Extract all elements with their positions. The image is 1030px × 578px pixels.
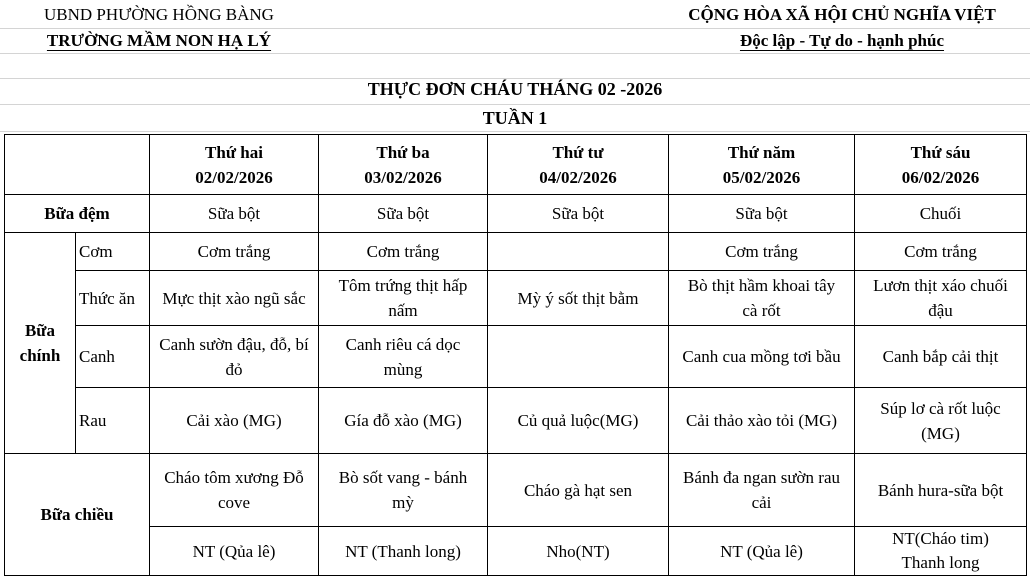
menu-cell: Cải xào (MG) [150,388,319,454]
menu-cell: Cháo gà hạt sen [488,454,669,527]
menu-cell: Cơm trắng [855,233,1027,271]
menu-cell: NT (Qủa lê) [669,527,855,576]
menu-cell: Cơm trắng [150,233,319,271]
day-header: Thứ tư 04/02/2026 [488,135,669,195]
ward-name: UBND PHƯỜNG HỒNG BÀNG [44,5,274,24]
menu-cell: Gía đỗ xào (MG) [319,388,488,454]
menu-cell: Sữa bột [150,195,319,233]
menu-cell: Tôm trứng thịt hấp nấm [319,271,488,326]
menu-cell: Bánh hura-sữa bột [855,454,1027,527]
menu-cell: Cải thảo xào tỏi (MG) [669,388,855,454]
menu-cell: Cơm trắng [319,233,488,271]
table-row [5,326,1027,388]
table-row [5,271,1027,326]
day-header: Thứ ba 03/02/2026 [319,135,488,195]
menu-cell: Mực thịt xào ngũ sắc [150,271,319,326]
menu-cell: Canh bắp cải thịt [855,326,1027,388]
meal-label-bua-dem: Bữa đệm [5,195,150,233]
meal-label-bua-chieu: Bữa chiều [5,454,150,576]
week-label: TUẦN 1 [482,108,548,128]
menu-cell: Bò thịt hầm khoai tây cà rốt [669,271,855,326]
corner-cell [5,135,150,195]
menu-cell: Chuối [855,195,1027,233]
menu-cell [488,326,669,388]
menu-cell: Sữa bột [319,195,488,233]
day-header: Thứ hai 02/02/2026 [150,135,319,195]
school-name [0,31,318,51]
nation-name: CỘNG HÒA XÃ HỘI CHỦ NGHĨA VIỆT [688,5,996,24]
menu-cell: Canh sườn đậu, đỗ, bí đỏ [150,326,319,388]
menu-cell: Lươn thịt xáo chuối đậu [855,271,1027,326]
menu-cell [488,233,669,271]
menu-table [4,134,1027,576]
table-row [5,233,1027,271]
table-row [5,454,1027,527]
menu-cell: NT (Thanh long) [319,527,488,576]
dish-type-label: Thức ăn [76,271,150,326]
meal-label-bua-chinh: Bữa chính [5,233,76,454]
menu-cell: Bò sốt vang - bánh mỳ [319,454,488,527]
menu-cell: NT (Qủa lê) [150,527,319,576]
menu-cell: Cơm trắng [669,233,855,271]
menu-cell: Củ quả luộc(MG) [488,388,669,454]
menu-title: THỰC ĐƠN CHÁU THÁNG 02 -2026 [367,79,663,99]
table-row [5,195,1027,233]
menu-cell: Nho(NT) [488,527,669,576]
table-row [5,388,1027,454]
menu-cell: Mỳ ý sốt thịt bằm [488,271,669,326]
menu-cell: Sữa bột [669,195,855,233]
menu-cell: Bánh đa ngan sườn rau cải [669,454,855,527]
menu-cell: Canh riêu cá dọc mùng [319,326,488,388]
motto [654,31,1030,51]
table-row [5,527,1027,576]
menu-cell: NT(Cháo tim) Thanh long [855,527,1027,576]
menu-cell: Cháo tôm xương Đỗ cove [150,454,319,527]
school-name-text: TRƯỜNG MẦM NON HẠ LÝ [46,31,272,50]
dish-type-label: Rau [76,388,150,454]
menu-cell: Súp lơ cà rốt luộc (MG) [855,388,1027,454]
day-header: Thứ sáu 06/02/2026 [855,135,1027,195]
menu-cell: Canh cua mồng tơi bầu [669,326,855,388]
table-header-row [5,135,1027,195]
dish-type-label: Cơm [76,233,150,271]
motto-text: Độc lập - Tự do - hạnh phúc [739,31,945,50]
dish-type-label: Canh [76,326,150,388]
menu-cell: Sữa bột [488,195,669,233]
day-header: Thứ năm 05/02/2026 [669,135,855,195]
